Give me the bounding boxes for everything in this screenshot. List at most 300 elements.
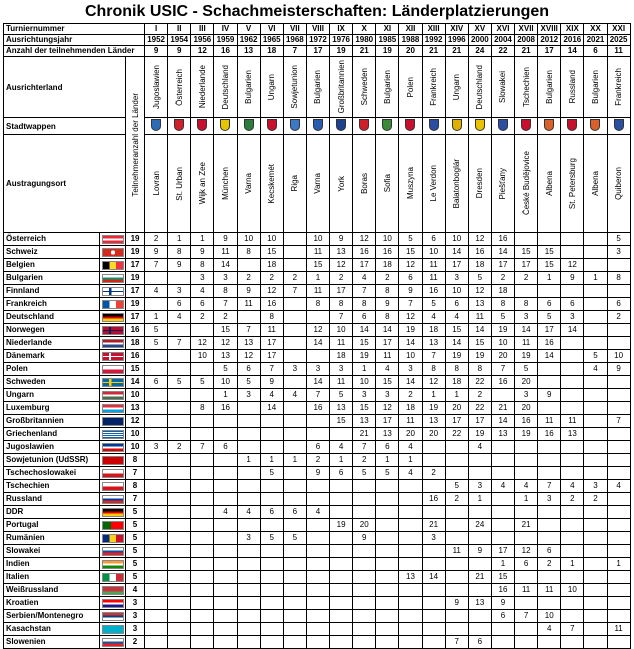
- placement-cell: 13: [491, 428, 514, 441]
- placement-cell: 12: [376, 402, 399, 415]
- host-country-text: Bulgarien: [313, 70, 323, 104]
- placement-cell: 13: [330, 246, 353, 259]
- tournament-year: 2021: [584, 35, 607, 46]
- participant-count: 22: [491, 46, 514, 57]
- host-country-text: Frankreich: [614, 68, 624, 106]
- placement-cell: [422, 610, 445, 623]
- placement-cell: 16: [538, 428, 561, 441]
- placement-cell: 15: [491, 571, 514, 584]
- placement-cell: 8: [468, 363, 491, 376]
- placement-cell: [283, 545, 306, 558]
- placement-cell: 10: [353, 376, 376, 389]
- placement-cell: [145, 597, 168, 610]
- city-crest-icon: [614, 119, 624, 131]
- placement-cell: 8: [306, 298, 329, 311]
- placement-cell: 15: [260, 246, 283, 259]
- placement-cell: 4: [445, 311, 468, 324]
- placement-cell: [584, 610, 607, 623]
- country-name: Ungarn: [4, 389, 100, 402]
- tournament-year: 1988: [399, 35, 422, 46]
- country-flag: [100, 259, 126, 272]
- city-crest: [237, 118, 260, 135]
- placement-cell: 8: [168, 246, 191, 259]
- placement-cell: [376, 532, 399, 545]
- tournament-number: VI: [260, 24, 283, 35]
- placement-cell: [445, 584, 468, 597]
- placement-cell: 15: [399, 246, 422, 259]
- placement-cell: 14: [399, 337, 422, 350]
- placement-cell: [422, 545, 445, 558]
- placement-cell: 17: [376, 415, 399, 428]
- placement-cell: 8: [376, 311, 399, 324]
- placement-cell: [168, 610, 191, 623]
- placement-cell: 17: [445, 415, 468, 428]
- placement-cell: 18: [468, 259, 491, 272]
- placement-cell: [191, 428, 214, 441]
- placement-cell: [607, 636, 630, 649]
- country-name: Österreich: [4, 233, 100, 246]
- placement-cell: 5: [491, 311, 514, 324]
- country-name: Kasachstan: [4, 623, 100, 636]
- placement-cell: 2: [538, 558, 561, 571]
- country-flag: [100, 311, 126, 324]
- country-name: Deutschland: [4, 311, 100, 324]
- placement-cell: 13: [468, 597, 491, 610]
- placement-cell: 9: [260, 376, 283, 389]
- placement-cell: [538, 571, 561, 584]
- flag-icon: [102, 365, 124, 374]
- placement-cell: [260, 519, 283, 532]
- country-name: Weißrussland: [4, 584, 100, 597]
- host-country-text: Polen: [405, 76, 415, 98]
- tournament-year: 1985: [376, 35, 399, 46]
- placement-cell: 18: [376, 259, 399, 272]
- placement-cell: 15: [376, 376, 399, 389]
- country-name: Italien: [4, 571, 100, 584]
- placement-cell: 9: [491, 597, 514, 610]
- placement-cell: 1: [353, 363, 376, 376]
- placement-cell: 6: [237, 363, 260, 376]
- placement-cell: 2: [607, 311, 630, 324]
- placement-cell: 9: [376, 298, 399, 311]
- placement-cell: [145, 480, 168, 493]
- country-row: [4, 571, 631, 584]
- city-crest: [584, 118, 607, 135]
- placement-cell: [330, 623, 353, 636]
- placement-cell: 8: [422, 363, 445, 376]
- placement-cell: 3: [145, 441, 168, 454]
- country-name: Griechenland: [4, 428, 100, 441]
- placement-cell: [561, 246, 584, 259]
- placement-cell: 5: [237, 376, 260, 389]
- tournament-year: 1980: [353, 35, 376, 46]
- placement-cell: 16: [491, 584, 514, 597]
- host-country: [237, 57, 260, 118]
- venue-text: Piešťany: [498, 167, 508, 200]
- placement-cell: 22: [445, 428, 468, 441]
- placement-cell: 6: [515, 558, 538, 571]
- placement-cell: 4: [376, 363, 399, 376]
- placement-cell: 2: [283, 272, 306, 285]
- placement-cell: [561, 233, 584, 246]
- placement-cell: [191, 571, 214, 584]
- host-country: [353, 57, 376, 118]
- placement-cell: 6: [538, 298, 561, 311]
- placement-cell: [237, 428, 260, 441]
- placement-cell: [283, 493, 306, 506]
- placement-cell: 13: [422, 337, 445, 350]
- placement-cell: [491, 493, 514, 506]
- placement-cell: [422, 584, 445, 597]
- placement-cell: 2: [422, 467, 445, 480]
- placement-cell: [561, 454, 584, 467]
- placement-cell: [306, 493, 329, 506]
- placement-cell: 6: [214, 441, 237, 454]
- participation-count: 4: [126, 584, 145, 597]
- placement-cell: 16: [468, 246, 491, 259]
- placement-cell: 7: [515, 610, 538, 623]
- placement-cell: [491, 519, 514, 532]
- country-row: [4, 623, 631, 636]
- tournament-year-label: Ausrichtungsjahr: [4, 35, 145, 46]
- placement-cell: 4: [561, 480, 584, 493]
- placement-cell: 1: [145, 311, 168, 324]
- flag-icon: [102, 326, 124, 335]
- placement-cell: [538, 467, 561, 480]
- placement-cell: 14: [353, 324, 376, 337]
- venue: [260, 135, 283, 233]
- placement-cell: 13: [214, 350, 237, 363]
- placement-cell: 17: [353, 259, 376, 272]
- country-row: [4, 389, 631, 402]
- venue-text: Balatonboglár: [452, 158, 462, 209]
- placement-cell: 14: [561, 324, 584, 337]
- participation-count: 16: [126, 324, 145, 337]
- participant-count: 6: [584, 46, 607, 57]
- placement-cell: [399, 597, 422, 610]
- placement-cell: [422, 480, 445, 493]
- venue-text: St. Urban: [174, 166, 184, 201]
- placement-cell: 7: [306, 389, 329, 402]
- country-name: Belgien: [4, 259, 100, 272]
- venue-text: York: [336, 175, 346, 192]
- city-crest-icon: [220, 119, 230, 131]
- tournament-year: 2008: [515, 35, 538, 46]
- participant-count: 20: [399, 46, 422, 57]
- participant-count: 21: [422, 46, 445, 57]
- placement-cell: 22: [468, 402, 491, 415]
- placement-cell: 5: [399, 233, 422, 246]
- host-country: [376, 57, 399, 118]
- tournament-year: 1965: [260, 35, 283, 46]
- country-name: Slowakei: [4, 545, 100, 558]
- placement-cell: 6: [330, 467, 353, 480]
- placement-cell: [561, 519, 584, 532]
- placement-cell: 11: [515, 584, 538, 597]
- placement-cell: [283, 402, 306, 415]
- country-name: Luxemburg: [4, 402, 100, 415]
- participation-count: 17: [126, 285, 145, 298]
- placement-cell: 7: [168, 337, 191, 350]
- placement-cell: 6: [399, 272, 422, 285]
- placement-cell: 9: [237, 285, 260, 298]
- placement-cell: [191, 545, 214, 558]
- participation-count: 15: [126, 363, 145, 376]
- participations-header: [126, 57, 145, 233]
- venue: [145, 135, 168, 233]
- placement-cell: 1: [584, 272, 607, 285]
- placement-cell: 5: [353, 467, 376, 480]
- placement-cell: 16: [515, 415, 538, 428]
- placement-cell: [237, 519, 260, 532]
- placement-cell: [168, 428, 191, 441]
- flag-icon: [102, 638, 124, 647]
- placement-cell: [283, 233, 306, 246]
- placement-cell: [145, 623, 168, 636]
- venue-text: Wijk an Zee: [197, 162, 207, 205]
- placement-cell: [191, 584, 214, 597]
- city-crest-icon: [521, 119, 531, 131]
- placement-cell: 9: [306, 467, 329, 480]
- participant-count: 19: [330, 46, 353, 57]
- city-crest-icon: [382, 119, 392, 131]
- city-crest: [538, 118, 561, 135]
- placement-cell: 17: [330, 285, 353, 298]
- placement-cell: 10: [260, 233, 283, 246]
- city-crest: [353, 118, 376, 135]
- placement-cell: [538, 532, 561, 545]
- placement-cell: 14: [468, 324, 491, 337]
- placement-cell: 3: [283, 363, 306, 376]
- participant-count: 21: [515, 46, 538, 57]
- placement-cell: [168, 558, 191, 571]
- placement-cell: [191, 493, 214, 506]
- venue: [491, 135, 514, 233]
- placement-cell: [191, 519, 214, 532]
- venue: [538, 135, 561, 233]
- placement-cell: 19: [515, 350, 538, 363]
- placement-cell: 10: [422, 246, 445, 259]
- city-crest: [561, 118, 584, 135]
- placement-cell: [491, 454, 514, 467]
- tournament-number: XV: [468, 24, 491, 35]
- placement-cell: [584, 597, 607, 610]
- tournament-number: XIV: [445, 24, 468, 35]
- city-crest-icon: [498, 119, 508, 131]
- placement-cell: [538, 402, 561, 415]
- tournament-year: 1968: [283, 35, 306, 46]
- placement-cell: 4: [306, 506, 329, 519]
- venue-text: Lovran: [151, 171, 161, 196]
- placement-cell: 16: [491, 376, 514, 389]
- placement-cell: 9: [353, 532, 376, 545]
- placement-cell: [445, 532, 468, 545]
- host-country: [422, 57, 445, 118]
- tournament-number: XX: [584, 24, 607, 35]
- placement-cell: 19: [445, 350, 468, 363]
- placement-cell: 10: [306, 233, 329, 246]
- page-title: Chronik USIC - Schachmeisterschaften: Länderplatzierungen: [84, 3, 550, 20]
- tournament-year: 2000: [468, 35, 491, 46]
- placement-cell: 11: [399, 415, 422, 428]
- host-country: [468, 57, 491, 118]
- placement-cell: [237, 545, 260, 558]
- country-row: [4, 597, 631, 610]
- placement-cell: [330, 545, 353, 558]
- placement-cell: [445, 467, 468, 480]
- venue: [283, 135, 306, 233]
- flag-icon: [102, 339, 124, 348]
- host-country: [330, 57, 353, 118]
- venue: [561, 135, 584, 233]
- placement-cell: 16: [376, 246, 399, 259]
- venue-text: Quiberon: [614, 167, 624, 200]
- placement-cell: 19: [468, 428, 491, 441]
- country-flag: [100, 558, 126, 571]
- host-country-text: Bulgarien: [544, 70, 554, 104]
- placement-cell: 6: [491, 610, 514, 623]
- placement-cell: 3: [538, 493, 561, 506]
- placement-cell: 10: [561, 584, 584, 597]
- placement-cell: [607, 376, 630, 389]
- placement-cell: 7: [607, 415, 630, 428]
- flag-icon: [102, 534, 124, 543]
- tournament-number: VIII: [306, 24, 329, 35]
- placement-cell: 10: [330, 324, 353, 337]
- placement-cell: 19: [491, 324, 514, 337]
- placement-cell: [330, 480, 353, 493]
- placement-cell: 21: [353, 428, 376, 441]
- placement-cell: 20: [491, 350, 514, 363]
- country-flag: [100, 233, 126, 246]
- host-row: [4, 57, 631, 118]
- participant-count: 7: [283, 46, 306, 57]
- placement-cell: 9: [445, 597, 468, 610]
- participation-count: 5: [126, 545, 145, 558]
- participant-count: 13: [237, 46, 260, 57]
- placement-cell: [491, 623, 514, 636]
- placement-cell: 18: [330, 350, 353, 363]
- placement-cell: [561, 285, 584, 298]
- city-crest: [214, 118, 237, 135]
- host-country-text: Großbritannien: [336, 60, 346, 114]
- placement-cell: [260, 597, 283, 610]
- city-crest: [306, 118, 329, 135]
- placement-cell: 8: [515, 298, 538, 311]
- placement-cell: [376, 545, 399, 558]
- venue-text: Dresden: [475, 168, 485, 199]
- placement-cell: 18: [399, 402, 422, 415]
- placement-cell: [607, 402, 630, 415]
- placement-cell: 7: [353, 285, 376, 298]
- placement-cell: [306, 610, 329, 623]
- country-flag: [100, 532, 126, 545]
- placement-cell: [515, 441, 538, 454]
- placement-cell: [145, 519, 168, 532]
- placement-cell: [376, 571, 399, 584]
- placement-cell: [237, 467, 260, 480]
- placement-cell: 9: [561, 272, 584, 285]
- placement-cell: 7: [330, 311, 353, 324]
- placement-cell: 6: [422, 233, 445, 246]
- placement-cell: 4: [237, 506, 260, 519]
- tournament-number: II: [168, 24, 191, 35]
- host-country-text: Frankreich: [429, 68, 439, 106]
- placement-cell: 17: [468, 415, 491, 428]
- placement-cell: 21: [515, 519, 538, 532]
- city-crest: [468, 118, 491, 135]
- placement-cell: [376, 480, 399, 493]
- placement-cell: 5: [145, 337, 168, 350]
- placement-cell: 10: [237, 233, 260, 246]
- placement-cell: [399, 480, 422, 493]
- country-name: Großbritannien: [4, 415, 100, 428]
- placement-cell: 17: [538, 324, 561, 337]
- city-crest-icon: [452, 119, 462, 131]
- placement-cell: [607, 428, 630, 441]
- host-country-text: Sowjetunion: [290, 65, 300, 109]
- placement-cell: [607, 571, 630, 584]
- placement-cell: [214, 480, 237, 493]
- country-flag: [100, 623, 126, 636]
- placement-cell: 16: [260, 298, 283, 311]
- participant-count: 14: [561, 46, 584, 57]
- placement-cell: 7: [260, 363, 283, 376]
- tournament-year: 1952: [145, 35, 168, 46]
- placement-cell: 3: [561, 311, 584, 324]
- placement-cell: [376, 636, 399, 649]
- placement-cell: [237, 558, 260, 571]
- placement-cell: [330, 428, 353, 441]
- placement-cell: 11: [260, 324, 283, 337]
- tournament-year: 1972: [306, 35, 329, 46]
- host-country: [584, 57, 607, 118]
- placement-cell: [515, 467, 538, 480]
- placement-cell: 19: [399, 324, 422, 337]
- placement-cell: 6: [468, 636, 491, 649]
- placement-cell: [399, 623, 422, 636]
- placement-cell: 6: [260, 506, 283, 519]
- placement-cell: 14: [491, 415, 514, 428]
- country-row: [4, 376, 631, 389]
- flag-icon: [102, 235, 124, 244]
- placement-cell: [584, 584, 607, 597]
- placement-cell: 14: [306, 376, 329, 389]
- city-crest-icon: [151, 119, 161, 131]
- country-name: Bulgarien: [4, 272, 100, 285]
- country-flag: [100, 467, 126, 480]
- placement-cell: 17: [491, 259, 514, 272]
- country-flag: [100, 610, 126, 623]
- participation-count: 16: [126, 350, 145, 363]
- placement-cell: [283, 350, 306, 363]
- placement-cell: [168, 415, 191, 428]
- placement-cell: [538, 376, 561, 389]
- placement-cell: 3: [422, 532, 445, 545]
- city-crest-icon: [244, 119, 254, 131]
- placement-cell: 12: [330, 259, 353, 272]
- placement-cell: [191, 363, 214, 376]
- placement-cell: [214, 610, 237, 623]
- placement-cell: 3: [584, 480, 607, 493]
- placement-cell: 5: [422, 298, 445, 311]
- placement-cell: [538, 363, 561, 376]
- placement-cell: 1: [306, 272, 329, 285]
- country-row: [4, 428, 631, 441]
- venue-text: Kecskemét: [267, 163, 277, 204]
- placement-cell: [399, 636, 422, 649]
- placement-cell: 10: [376, 233, 399, 246]
